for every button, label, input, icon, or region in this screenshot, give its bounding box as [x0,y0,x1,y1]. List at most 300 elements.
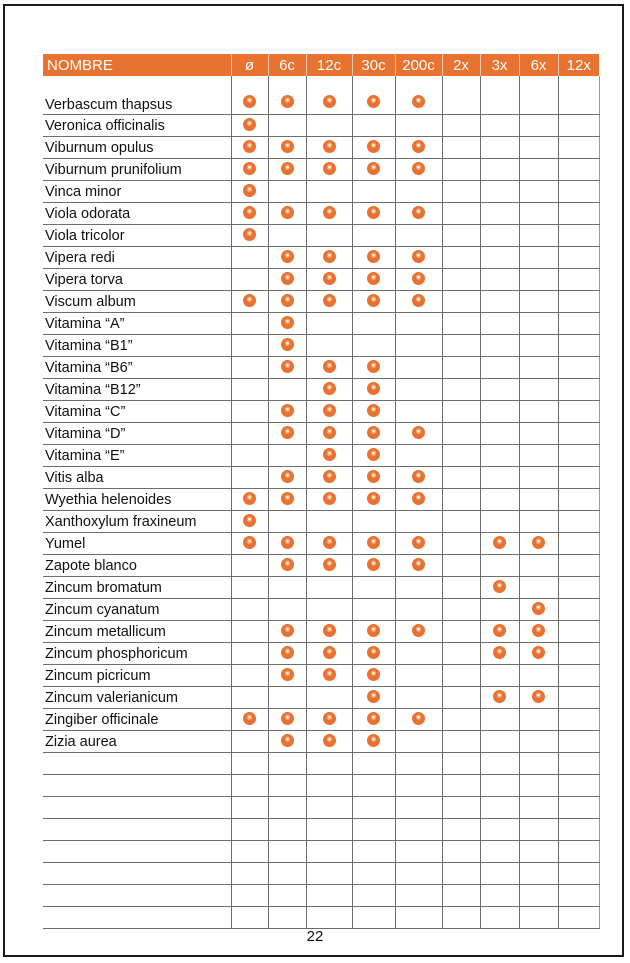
potency-cell [442,115,480,137]
header-column: 30c [352,54,395,76]
orange-dot-icon [281,558,294,571]
potency-cell [519,467,558,489]
orange-dot-icon [323,140,336,153]
potency-cell [306,445,352,467]
table-row [43,269,599,291]
potency-cell [268,511,306,533]
table-row [43,533,599,555]
blank-cell [306,863,352,885]
potency-cell [231,269,268,291]
blank-cell [268,819,306,841]
potency-cell [442,401,480,423]
blank-cell [442,907,480,929]
potency-cell [395,401,442,423]
orange-dot-icon [367,470,380,483]
potency-cell [268,335,306,357]
blank-cell [352,885,395,907]
orange-dot-icon [412,250,425,263]
potency-cell [352,357,395,379]
potency-cell [442,335,480,357]
table-row [43,489,599,511]
potency-cell [558,621,599,643]
potency-cell [480,731,519,753]
potency-cell [352,445,395,467]
potency-cell [352,709,395,731]
orange-dot-icon [323,492,336,505]
potency-cell [442,665,480,687]
potency-cell [306,379,352,401]
potency-cell [231,731,268,753]
potency-cell [442,599,480,621]
orange-dot-icon [323,404,336,417]
blank-cell [306,819,352,841]
blank-cell [352,797,395,819]
blank-cell [442,775,480,797]
blank-cell [395,753,442,775]
potency-cell [480,313,519,335]
orange-dot-icon [281,360,294,373]
potency-cell [519,709,558,731]
potency-cell [442,533,480,555]
potency-cell [558,379,599,401]
potency-cell [519,181,558,203]
potency-cell [306,313,352,335]
orange-dot-icon [323,470,336,483]
remedy-name: Zincum cyanatum [43,599,231,621]
potency-cell [442,313,480,335]
potency-cell [519,577,558,599]
orange-dot-icon [367,426,380,439]
potency-cell [519,643,558,665]
blank-cell [268,753,306,775]
orange-dot-icon [243,162,256,175]
blank-cell [519,863,558,885]
orange-dot-icon [281,712,294,725]
blank-name-cell [43,907,231,929]
potency-cell [480,577,519,599]
blank-cell [480,819,519,841]
potency-cell [306,489,352,511]
potency-cell [352,159,395,181]
potency-cell [268,621,306,643]
blank-cell [306,753,352,775]
potency-cell [558,511,599,533]
blank-cell [352,863,395,885]
potency-cell [558,137,599,159]
blank-cell [268,885,306,907]
orange-dot-icon [323,272,336,285]
potency-cell [231,643,268,665]
potency-cell [231,577,268,599]
orange-dot-icon [281,162,294,175]
potency-cell [352,247,395,269]
potency-cell [306,621,352,643]
blank-cell [558,797,599,819]
potency-cell [352,577,395,599]
blank-cell [519,775,558,797]
table-row [43,511,599,533]
potency-cell [442,621,480,643]
orange-dot-icon [323,162,336,175]
potency-cell [306,687,352,709]
potency-cell [231,511,268,533]
potency-cell [480,181,519,203]
potency-cell [480,511,519,533]
potency-cell [442,291,480,313]
blank-cell [352,907,395,929]
potency-cell [442,137,480,159]
potency-cell [558,599,599,621]
potency-cell [558,225,599,247]
potency-cell [519,599,558,621]
potency-cell [558,555,599,577]
table-row [43,291,599,313]
potency-cell [442,445,480,467]
orange-dot-icon [323,558,336,571]
potency-cell [306,731,352,753]
potency-cell [442,269,480,291]
potency-cell [306,291,352,313]
blank-cell [558,775,599,797]
blank-row [43,775,599,797]
potency-cell [480,291,519,313]
orange-dot-icon [412,536,425,549]
blank-cell [519,753,558,775]
table-row [43,665,599,687]
potency-cell [306,401,352,423]
potency-cell [306,643,352,665]
potency-cell [352,269,395,291]
potency-cell [395,159,442,181]
potency-cell [558,467,599,489]
potency-cell [558,577,599,599]
potency-cell [558,159,599,181]
potency-cell [395,335,442,357]
remedy-name: Zapote blanco [43,555,231,577]
potency-cell [352,115,395,137]
potency-cell [519,665,558,687]
potency-cell [306,181,352,203]
potency-cell [395,709,442,731]
potency-cell [231,489,268,511]
potency-cell [231,335,268,357]
potency-cell [306,247,352,269]
orange-dot-icon [243,206,256,219]
potency-cell [395,533,442,555]
blank-cell [352,819,395,841]
potency-cell [442,489,480,511]
remedy-name: Vitamina “E” [43,445,231,467]
potency-cell [352,291,395,313]
potency-cell [352,511,395,533]
remedy-name: Vitamina “B6” [43,357,231,379]
blank-name-cell [43,841,231,863]
blank-cell [395,907,442,929]
potency-cell [558,445,599,467]
potency-cell [306,665,352,687]
potency-cell [306,709,352,731]
blank-cell [352,753,395,775]
potency-cell [231,621,268,643]
orange-dot-icon [367,360,380,373]
blank-cell [558,907,599,929]
orange-dot-icon [412,140,425,153]
orange-dot-icon [493,580,506,593]
potency-cell [268,599,306,621]
blank-row [43,753,599,775]
blank-cell [395,863,442,885]
orange-dot-icon [281,140,294,153]
potency-cell [268,731,306,753]
potency-cell [519,137,558,159]
potency-cell [268,76,306,115]
remedy-name: Vitamina “B1” [43,335,231,357]
table-row [43,335,599,357]
table-row [43,467,599,489]
potency-cell [558,181,599,203]
potency-cell [442,247,480,269]
potency-cell [306,335,352,357]
table-row [43,159,599,181]
potency-cell [519,731,558,753]
orange-dot-icon [532,690,545,703]
remedy-name: Vitamina “A” [43,313,231,335]
table-row [43,115,599,137]
orange-dot-icon [323,646,336,659]
potency-cell [395,269,442,291]
orange-dot-icon [532,646,545,659]
potency-cell [395,181,442,203]
potency-cell [395,445,442,467]
potency-cell [442,181,480,203]
remedy-name: Zincum metallicum [43,621,231,643]
potency-cell [352,76,395,115]
potency-cell [352,687,395,709]
potency-cell [306,467,352,489]
potency-cell [352,401,395,423]
potency-cell [395,247,442,269]
potency-cell [442,709,480,731]
header-column: 6c [268,54,306,76]
blank-cell [480,797,519,819]
table-row [43,423,599,445]
blank-cell [395,775,442,797]
remedy-name: Wyethia helenoides [43,489,231,511]
potency-cell [268,379,306,401]
orange-dot-icon [367,712,380,725]
orange-dot-icon [412,492,425,505]
potency-cell [395,137,442,159]
remedy-name: Veronica officinalis [43,115,231,137]
potency-cell [231,665,268,687]
blank-cell [268,841,306,863]
potency-cell [558,687,599,709]
blank-name-cell [43,863,231,885]
blank-cell [231,863,268,885]
blank-cell [558,819,599,841]
table-row [43,401,599,423]
orange-dot-icon [367,206,380,219]
blank-cell [306,775,352,797]
blank-cell [395,841,442,863]
potency-cell [519,115,558,137]
potency-cell [519,687,558,709]
potency-cell [395,357,442,379]
potency-cell [480,76,519,115]
orange-dot-icon [281,470,294,483]
blank-cell [480,863,519,885]
blank-cell [268,863,306,885]
orange-dot-icon [412,712,425,725]
header-column: ø [231,54,268,76]
orange-dot-icon [412,624,425,637]
orange-dot-icon [367,95,380,108]
potency-cell [306,203,352,225]
orange-dot-icon [412,294,425,307]
potency-cell [442,159,480,181]
orange-dot-icon [412,426,425,439]
blank-cell [306,841,352,863]
orange-dot-icon [412,558,425,571]
potency-cell [306,159,352,181]
orange-dot-icon [367,690,380,703]
potency-cell [268,445,306,467]
potency-cell [231,687,268,709]
potency-cell [480,709,519,731]
potency-cell [519,379,558,401]
orange-dot-icon [367,404,380,417]
orange-dot-icon [281,646,294,659]
potency-cell [231,357,268,379]
table-row [43,357,599,379]
blank-cell [480,907,519,929]
potency-cell [306,599,352,621]
blank-name-cell [43,819,231,841]
potency-cell [395,76,442,115]
potency-cell [231,181,268,203]
potency-cell [519,621,558,643]
remedy-name: Viola odorata [43,203,231,225]
blank-cell [268,775,306,797]
potency-cell [480,203,519,225]
potency-cell [480,247,519,269]
potency-cell [268,137,306,159]
orange-dot-icon [281,95,294,108]
potency-cell [268,533,306,555]
potency-cell [558,269,599,291]
blank-cell [395,885,442,907]
potency-cell [306,76,352,115]
orange-dot-icon [412,95,425,108]
orange-dot-icon [323,712,336,725]
orange-dot-icon [281,250,294,263]
orange-dot-icon [243,712,256,725]
blank-cell [231,907,268,929]
potency-cell [231,379,268,401]
potency-cell [519,247,558,269]
header-name: NOMBRE [43,54,231,76]
potency-cell [268,709,306,731]
orange-dot-icon [243,140,256,153]
orange-dot-icon [243,228,256,241]
potency-cell [352,313,395,335]
remedy-name: Vipera redi [43,247,231,269]
orange-dot-icon [323,734,336,747]
orange-dot-icon [281,536,294,549]
blank-cell [480,753,519,775]
potency-cell [231,423,268,445]
potency-cell [442,76,480,115]
blank-cell [519,819,558,841]
blank-cell [558,885,599,907]
blank-cell [306,885,352,907]
potency-cell [352,489,395,511]
potency-cell [558,731,599,753]
potency-cell [268,423,306,445]
table-row [43,577,599,599]
remedy-name: Vipera torva [43,269,231,291]
table-row [43,379,599,401]
potency-cell [231,291,268,313]
potency-cell [231,533,268,555]
potency-cell [480,379,519,401]
potency-cell [306,269,352,291]
table-row [43,731,599,753]
blank-row [43,841,599,863]
remedy-name: Vitamina “C” [43,401,231,423]
remedy-name: Vitamina “B12” [43,379,231,401]
potency-cell [395,555,442,577]
orange-dot-icon [367,448,380,461]
header-column: 3x [480,54,519,76]
orange-dot-icon [367,492,380,505]
potency-cell [306,533,352,555]
blank-row [43,819,599,841]
blank-cell [231,753,268,775]
potency-cell [395,511,442,533]
potency-cell [519,313,558,335]
blank-name-cell [43,797,231,819]
potency-cell [442,423,480,445]
potency-cell [352,225,395,247]
orange-dot-icon [323,426,336,439]
orange-dot-icon [367,162,380,175]
blank-cell [519,907,558,929]
orange-dot-icon [323,294,336,307]
table-row [43,76,599,115]
blank-row [43,885,599,907]
potency-cell [268,555,306,577]
potency-cell [519,555,558,577]
potency-cell [268,577,306,599]
potency-cell [395,731,442,753]
header-column: 200c [395,54,442,76]
potency-cell [480,401,519,423]
remedy-name: Zingiber officinale [43,709,231,731]
orange-dot-icon [493,690,506,703]
orange-dot-icon [493,646,506,659]
orange-dot-icon [281,294,294,307]
potency-cell [268,225,306,247]
blank-cell [519,841,558,863]
potency-cell [306,555,352,577]
potency-cell [558,76,599,115]
blank-cell [352,841,395,863]
potency-cell [268,687,306,709]
potency-cell [268,291,306,313]
potency-cell [231,247,268,269]
blank-cell [480,775,519,797]
